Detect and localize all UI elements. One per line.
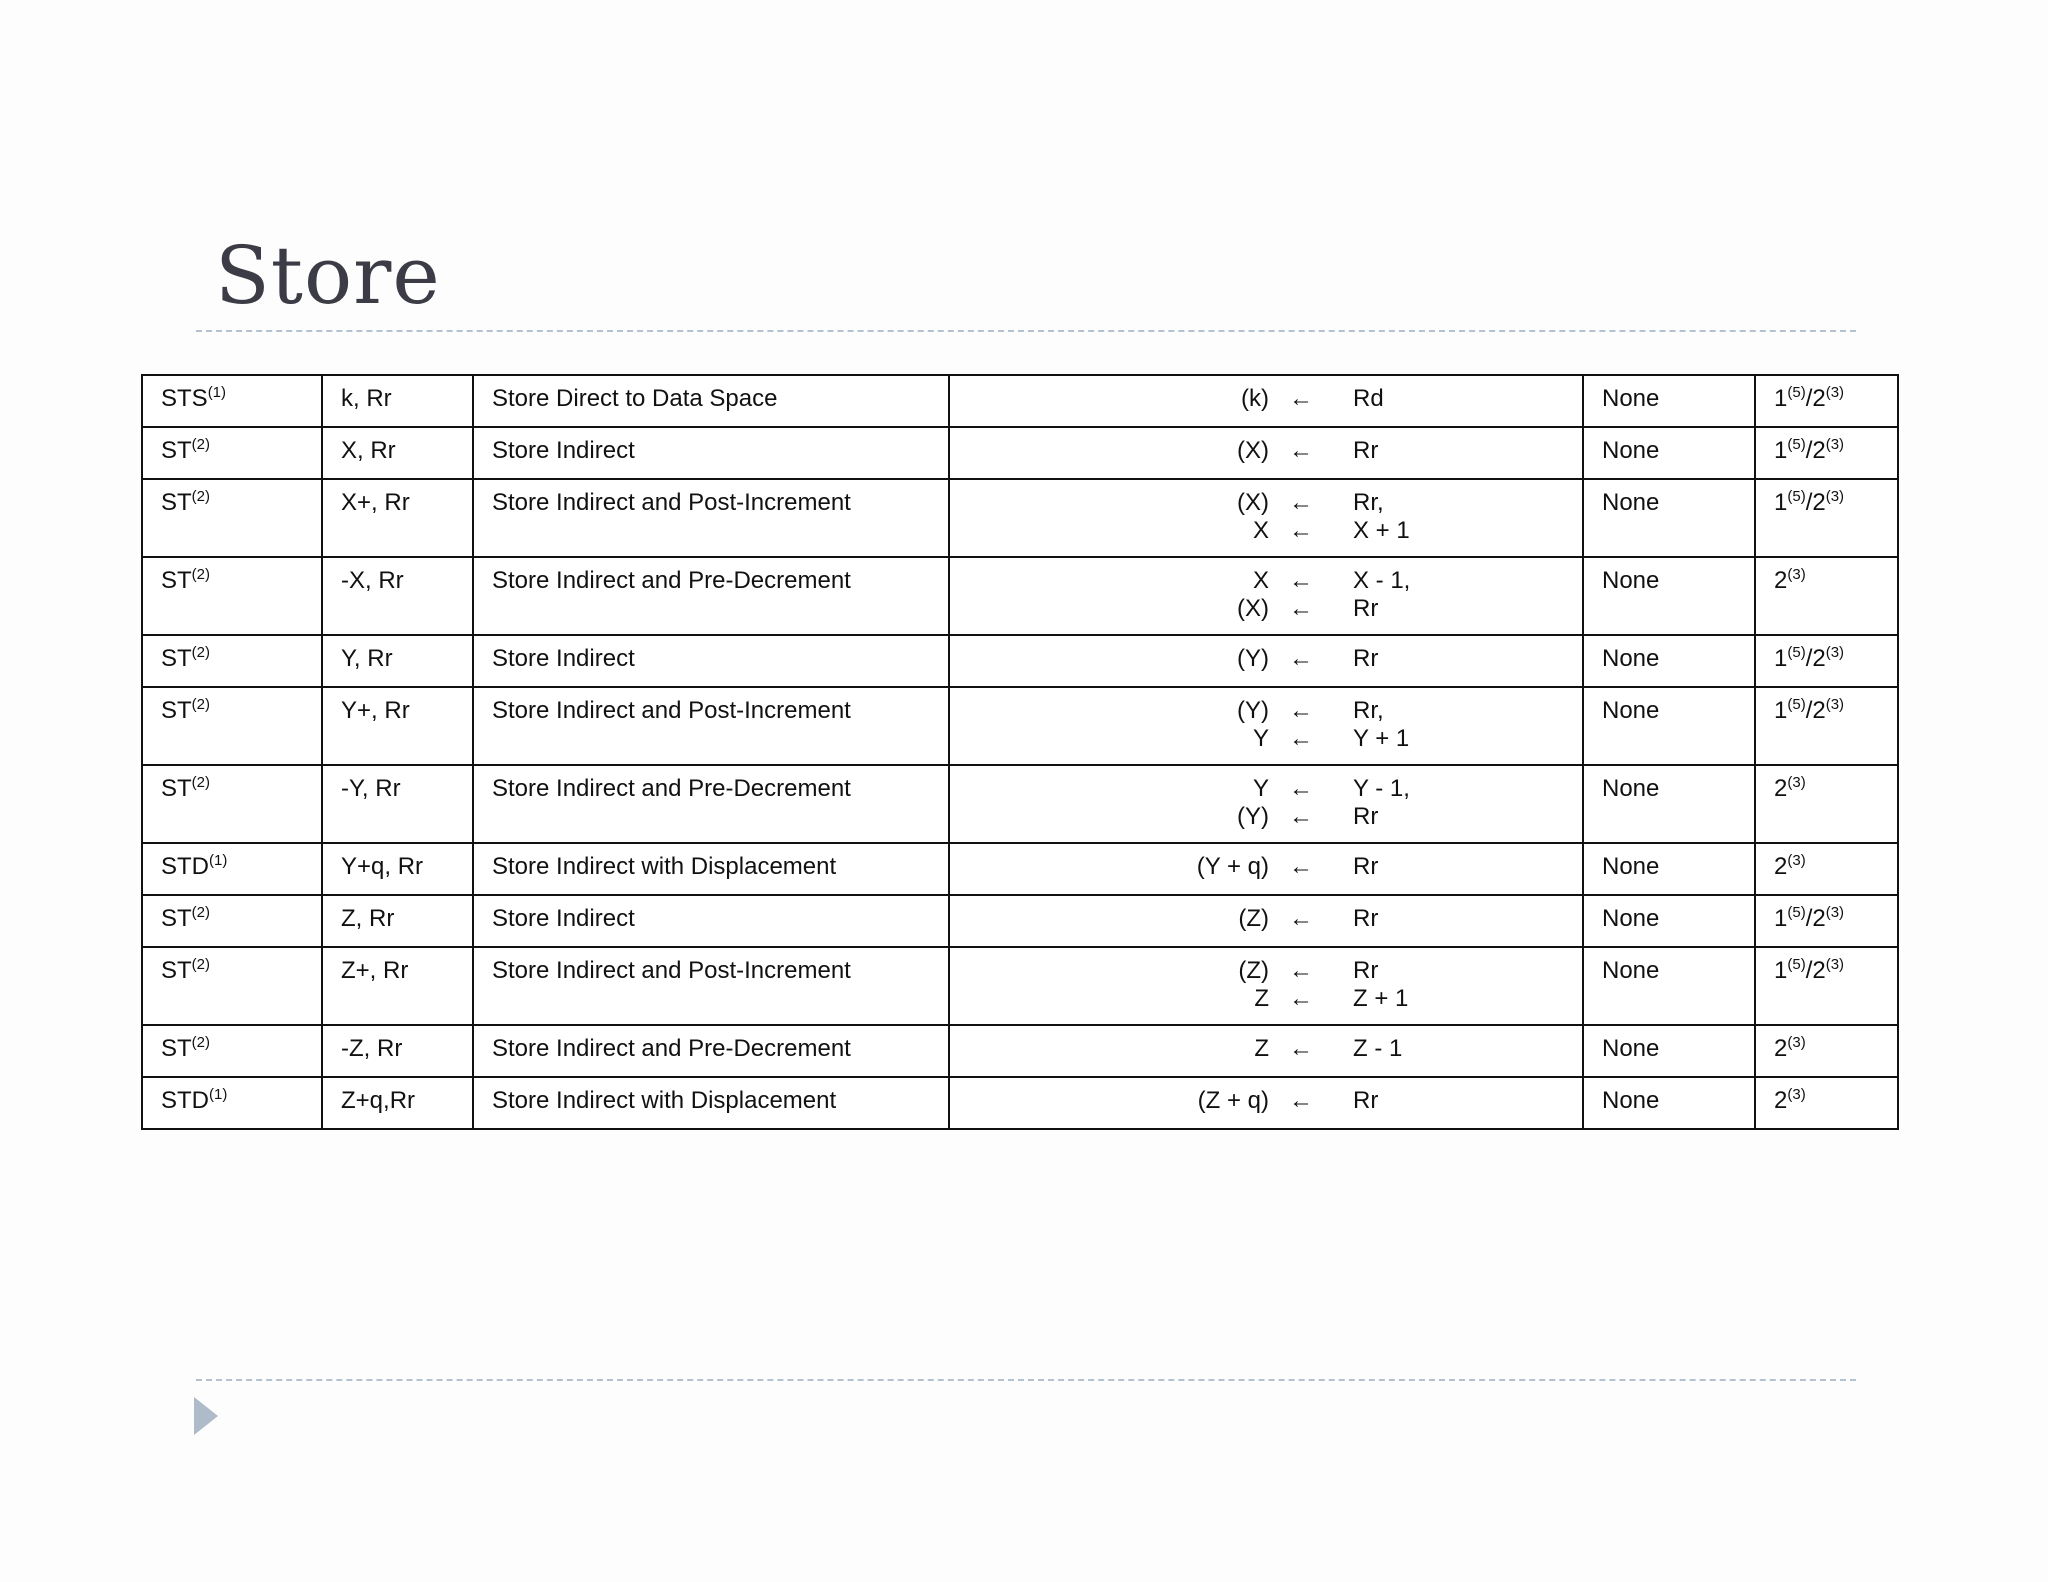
left-arrow-icon: ← bbox=[1289, 697, 1313, 724]
operation-lhs: (Y + q) bbox=[1196, 853, 1269, 880]
operation-rhs: Rr, bbox=[1353, 697, 1384, 724]
mnemonic-cell bbox=[142, 895, 322, 947]
operation-rhs: Y + 1 bbox=[1353, 725, 1410, 752]
operation-lhs: Z bbox=[1254, 985, 1269, 1012]
mnemonic-cell bbox=[142, 843, 322, 895]
table-row bbox=[142, 635, 1898, 687]
table-row bbox=[142, 947, 1898, 1025]
left-arrow-icon: ← bbox=[1289, 1087, 1313, 1114]
operation-cell bbox=[949, 479, 1583, 557]
flags-cell: None bbox=[1583, 947, 1755, 1025]
table-row bbox=[142, 427, 1898, 479]
table-row bbox=[142, 479, 1898, 557]
operation-lhs: (X) bbox=[1237, 595, 1269, 622]
operands-cell: -X, Rr bbox=[322, 557, 473, 635]
clocks-cell bbox=[1755, 687, 1898, 765]
clock-value: 2 bbox=[1774, 853, 1788, 880]
operands-cell: Z+q,Rr bbox=[322, 1077, 473, 1129]
clock-value: 2 bbox=[1774, 1035, 1788, 1062]
mnemonic-cell bbox=[142, 765, 322, 843]
mnemonic-cell bbox=[142, 427, 322, 479]
description-cell: Store Indirect bbox=[473, 635, 949, 687]
operands-cell: Y+, Rr bbox=[322, 687, 473, 765]
left-arrow-icon: ← bbox=[1289, 567, 1313, 594]
left-arrow-icon: ← bbox=[1289, 645, 1313, 672]
table-row bbox=[142, 375, 1898, 427]
flags-cell: None bbox=[1583, 375, 1755, 427]
operands-cell: X+, Rr bbox=[322, 479, 473, 557]
footnote-ref: (2) bbox=[191, 696, 211, 713]
left-arrow-icon: ← bbox=[1289, 595, 1313, 622]
footnote-ref: (3) bbox=[1787, 566, 1806, 583]
operands-cell: Z+, Rr bbox=[322, 947, 473, 1025]
mnemonic-cell bbox=[142, 479, 322, 557]
description-cell: Store Indirect bbox=[473, 427, 949, 479]
operation-lhs: (Z) bbox=[1238, 957, 1269, 984]
clocks-cell bbox=[1755, 765, 1898, 843]
left-arrow-icon: ← bbox=[1289, 957, 1313, 984]
mnemonic: ST bbox=[161, 437, 192, 464]
operation-cell bbox=[949, 1025, 1583, 1077]
table-row bbox=[142, 895, 1898, 947]
clocks-cell bbox=[1755, 947, 1898, 1025]
operation-cell bbox=[949, 895, 1583, 947]
footnote-ref: (3) bbox=[1825, 436, 1845, 453]
flags-cell: None bbox=[1583, 557, 1755, 635]
footnote-ref: (2) bbox=[191, 774, 211, 791]
left-arrow-icon: ← bbox=[1289, 1035, 1313, 1062]
operation-lhs: (X) bbox=[1237, 437, 1269, 464]
table-row bbox=[142, 1025, 1898, 1077]
table-row bbox=[142, 557, 1898, 635]
footnote-ref: (3) bbox=[1825, 644, 1845, 661]
footnote-ref: (1) bbox=[209, 1086, 228, 1103]
footnote-ref: (2) bbox=[191, 904, 211, 921]
operands-cell: X, Rr bbox=[322, 427, 473, 479]
operation-cell bbox=[949, 947, 1583, 1025]
left-arrow-icon: ← bbox=[1289, 853, 1313, 880]
clock-value: /2 bbox=[1805, 437, 1826, 464]
clock-value: 2 bbox=[1774, 1087, 1788, 1114]
footnote-ref: (3) bbox=[1825, 384, 1845, 401]
operation-cell bbox=[949, 1077, 1583, 1129]
operation-lhs: Y bbox=[1252, 725, 1269, 752]
left-arrow-icon: ← bbox=[1289, 437, 1313, 464]
left-arrow-icon: ← bbox=[1289, 905, 1313, 932]
flags-cell: None bbox=[1583, 635, 1755, 687]
operands-cell: -Z, Rr bbox=[322, 1025, 473, 1077]
mnemonic-cell bbox=[142, 1077, 322, 1129]
clock-value: /2 bbox=[1805, 385, 1826, 412]
footnote-ref: (3) bbox=[1787, 1086, 1806, 1103]
flags-cell: None bbox=[1583, 843, 1755, 895]
clock-value: 2 bbox=[1774, 567, 1788, 594]
footnote-ref: (2) bbox=[191, 436, 211, 453]
mnemonic: ST bbox=[161, 775, 192, 802]
footnote-ref: (2) bbox=[191, 644, 211, 661]
left-arrow-icon: ← bbox=[1289, 489, 1313, 516]
clocks-cell bbox=[1755, 557, 1898, 635]
footnote-ref: (2) bbox=[191, 566, 211, 583]
footnote-ref: (3) bbox=[1825, 904, 1845, 921]
operation-cell bbox=[949, 635, 1583, 687]
mnemonic: ST bbox=[161, 645, 192, 672]
operation-lhs: (Z + q) bbox=[1197, 1087, 1269, 1114]
clocks-cell bbox=[1755, 635, 1898, 687]
operation-rhs: Rr bbox=[1353, 645, 1379, 672]
footnote-ref: (3) bbox=[1825, 696, 1845, 713]
clock-value: 1 bbox=[1774, 385, 1788, 412]
footer-divider bbox=[196, 1379, 1856, 1381]
mnemonic-cell bbox=[142, 635, 322, 687]
operation-rhs: Z + 1 bbox=[1353, 985, 1409, 1012]
mnemonic: STD bbox=[161, 853, 209, 880]
flags-cell: None bbox=[1583, 687, 1755, 765]
flags-cell: None bbox=[1583, 427, 1755, 479]
operation-rhs: Rr bbox=[1353, 1087, 1379, 1114]
mnemonic-cell bbox=[142, 375, 322, 427]
footnote-ref: (5) bbox=[1787, 384, 1806, 401]
store-instruction-table bbox=[141, 374, 1899, 1130]
mnemonic: ST bbox=[161, 905, 192, 932]
mnemonic: ST bbox=[161, 567, 192, 594]
operands-cell: Z, Rr bbox=[322, 895, 473, 947]
flags-cell: None bbox=[1583, 479, 1755, 557]
left-arrow-icon: ← bbox=[1289, 803, 1313, 830]
operation-lhs: Y bbox=[1252, 775, 1269, 802]
operation-cell bbox=[949, 843, 1583, 895]
operation-cell bbox=[949, 765, 1583, 843]
description-cell: Store Indirect with Displacement bbox=[473, 843, 949, 895]
clock-value: /2 bbox=[1805, 697, 1826, 724]
footnote-ref: (5) bbox=[1787, 904, 1806, 921]
flags-cell: None bbox=[1583, 1077, 1755, 1129]
table-row bbox=[142, 1077, 1898, 1129]
clock-value: 1 bbox=[1774, 645, 1788, 672]
mnemonic-cell bbox=[142, 687, 322, 765]
left-arrow-icon: ← bbox=[1289, 517, 1313, 544]
operation-cell bbox=[949, 687, 1583, 765]
clock-value: 1 bbox=[1774, 905, 1788, 932]
operation-lhs: (Y) bbox=[1237, 645, 1269, 672]
clock-value: /2 bbox=[1805, 905, 1826, 932]
footnote-ref: (5) bbox=[1787, 436, 1806, 453]
clock-value: 1 bbox=[1774, 489, 1788, 516]
description-cell: Store Indirect and Post-Increment bbox=[473, 947, 949, 1025]
footnote-ref: (2) bbox=[191, 488, 211, 505]
operation-lhs: Z bbox=[1254, 1035, 1269, 1062]
clock-value: 1 bbox=[1774, 437, 1788, 464]
flags-cell: None bbox=[1583, 895, 1755, 947]
flags-cell: None bbox=[1583, 1025, 1755, 1077]
clocks-cell bbox=[1755, 375, 1898, 427]
operation-cell bbox=[949, 557, 1583, 635]
table-row bbox=[142, 765, 1898, 843]
footnote-ref: (1) bbox=[207, 384, 227, 401]
footnote-ref: (3) bbox=[1787, 774, 1806, 791]
clocks-cell bbox=[1755, 427, 1898, 479]
clocks-cell bbox=[1755, 843, 1898, 895]
mnemonic: STD bbox=[161, 1087, 209, 1114]
left-arrow-icon: ← bbox=[1289, 775, 1313, 802]
flags-cell: None bbox=[1583, 765, 1755, 843]
operation-lhs: (X) bbox=[1237, 489, 1269, 516]
mnemonic: ST bbox=[161, 1035, 192, 1062]
operation-rhs: Y - 1, bbox=[1353, 775, 1410, 802]
description-cell: Store Indirect bbox=[473, 895, 949, 947]
left-arrow-icon: ← bbox=[1289, 725, 1313, 752]
footnote-ref: (5) bbox=[1787, 488, 1806, 505]
table-body bbox=[142, 375, 1898, 1129]
next-arrow-icon[interactable] bbox=[194, 1397, 218, 1435]
operation-rhs: Rr bbox=[1353, 853, 1379, 880]
clocks-cell bbox=[1755, 1077, 1898, 1129]
table-row bbox=[142, 843, 1898, 895]
operation-rhs: Rr bbox=[1353, 595, 1379, 622]
mnemonic: STS bbox=[161, 385, 208, 412]
operation-rhs: Rr bbox=[1353, 905, 1379, 932]
title-divider bbox=[196, 330, 1856, 332]
operation-rhs: Rr bbox=[1353, 957, 1379, 984]
mnemonic-cell bbox=[142, 947, 322, 1025]
footnote-ref: (3) bbox=[1787, 1034, 1806, 1051]
operation-lhs: (k) bbox=[1241, 385, 1269, 412]
description-cell: Store Direct to Data Space bbox=[473, 375, 949, 427]
slide-title: Store bbox=[215, 229, 441, 322]
footnote-ref: (5) bbox=[1787, 956, 1806, 973]
clock-value: 2 bbox=[1774, 775, 1788, 802]
left-arrow-icon: ← bbox=[1289, 985, 1313, 1012]
operation-rhs: Rr, bbox=[1353, 489, 1384, 516]
operation-rhs: Rr bbox=[1353, 803, 1379, 830]
description-cell: Store Indirect and Post-Increment bbox=[473, 687, 949, 765]
operation-rhs: X + 1 bbox=[1353, 517, 1410, 544]
table-row bbox=[142, 687, 1898, 765]
left-arrow-icon: ← bbox=[1289, 385, 1313, 412]
operation-lhs: (Y) bbox=[1237, 803, 1269, 830]
mnemonic: ST bbox=[161, 489, 192, 516]
clock-value: 1 bbox=[1774, 957, 1788, 984]
operands-cell: Y+q, Rr bbox=[322, 843, 473, 895]
description-cell: Store Indirect with Displacement bbox=[473, 1077, 949, 1129]
description-cell: Store Indirect and Pre-Decrement bbox=[473, 1025, 949, 1077]
operation-cell bbox=[949, 375, 1583, 427]
operands-cell: Y, Rr bbox=[322, 635, 473, 687]
operation-rhs: Z - 1 bbox=[1353, 1035, 1403, 1062]
mnemonic-cell bbox=[142, 557, 322, 635]
footnote-ref: (2) bbox=[191, 956, 211, 973]
clocks-cell bbox=[1755, 1025, 1898, 1077]
mnemonic-cell bbox=[142, 1025, 322, 1077]
mnemonic: ST bbox=[161, 957, 192, 984]
operation-rhs: Rr bbox=[1353, 437, 1379, 464]
operation-lhs: (Z) bbox=[1238, 905, 1269, 932]
clock-value: /2 bbox=[1805, 489, 1826, 516]
clocks-cell bbox=[1755, 895, 1898, 947]
footnote-ref: (5) bbox=[1787, 696, 1806, 713]
operands-cell: k, Rr bbox=[322, 375, 473, 427]
operation-lhs: X bbox=[1252, 567, 1269, 594]
footnote-ref: (2) bbox=[191, 1034, 211, 1051]
operation-rhs: Rd bbox=[1353, 385, 1384, 412]
mnemonic: ST bbox=[161, 697, 192, 724]
clock-value: 1 bbox=[1774, 697, 1788, 724]
clocks-cell bbox=[1755, 479, 1898, 557]
description-cell: Store Indirect and Pre-Decrement bbox=[473, 557, 949, 635]
operation-lhs: X bbox=[1252, 517, 1269, 544]
footnote-ref: (5) bbox=[1787, 644, 1806, 661]
footnote-ref: (3) bbox=[1825, 956, 1845, 973]
footnote-ref: (1) bbox=[209, 852, 228, 869]
description-cell: Store Indirect and Post-Increment bbox=[473, 479, 949, 557]
operation-cell bbox=[949, 427, 1583, 479]
clock-value: /2 bbox=[1805, 957, 1826, 984]
operation-rhs: X - 1, bbox=[1353, 567, 1411, 594]
operation-lhs: (Y) bbox=[1237, 697, 1269, 724]
footnote-ref: (3) bbox=[1787, 852, 1806, 869]
description-cell: Store Indirect and Pre-Decrement bbox=[473, 765, 949, 843]
operands-cell: -Y, Rr bbox=[322, 765, 473, 843]
footnote-ref: (3) bbox=[1825, 488, 1845, 505]
clock-value: /2 bbox=[1805, 645, 1826, 672]
